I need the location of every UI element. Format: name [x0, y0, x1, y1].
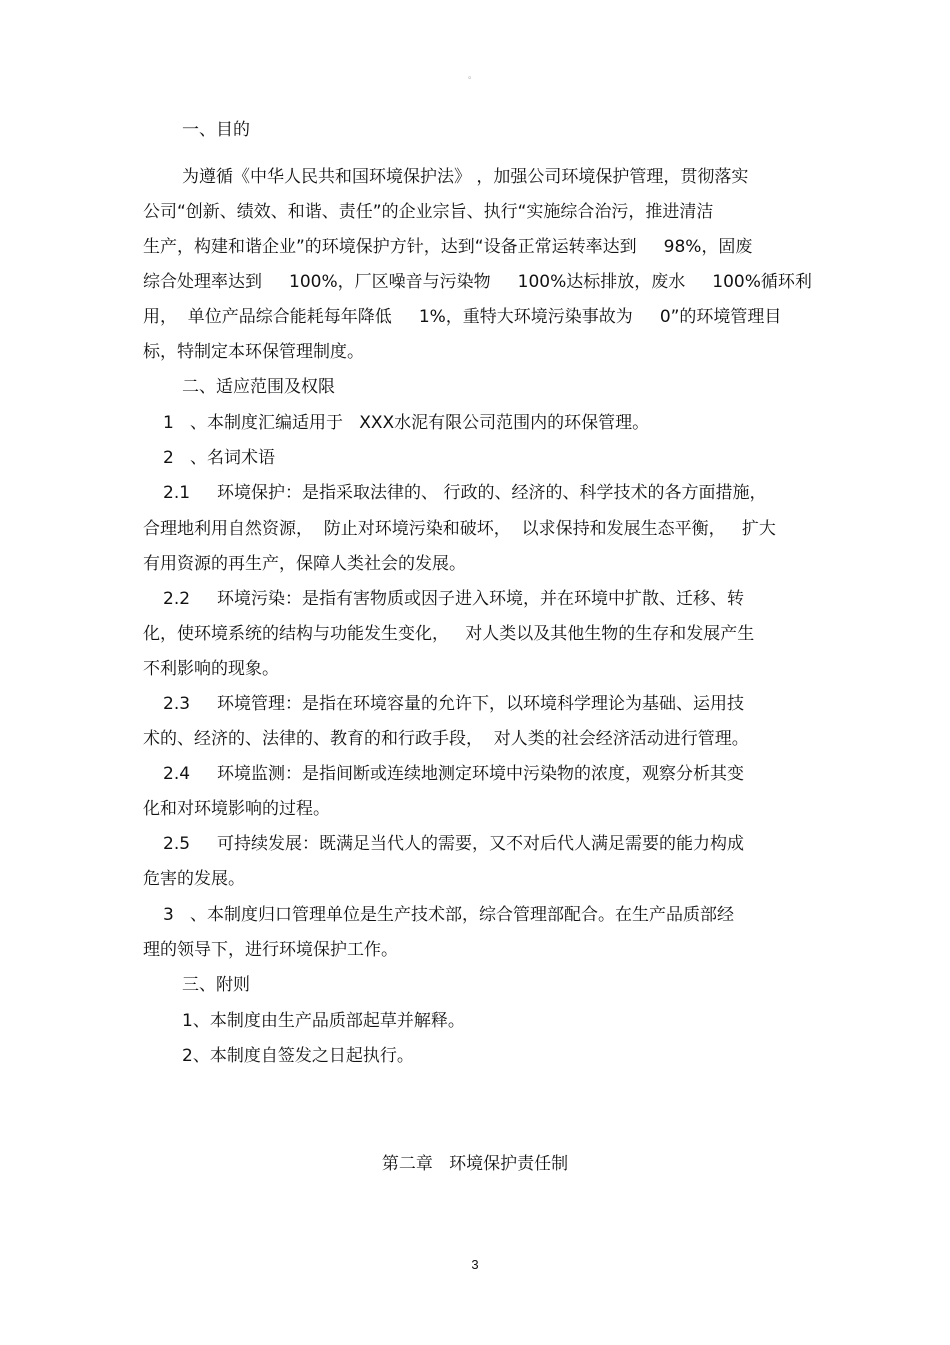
list-item: 理的领导下，进行环境保护工作。 — [143, 940, 398, 960]
definition-line: 合理地利用自然资源， 防止对环境污染和破坏， 以求保持和发展生态平衡， 扩大 — [143, 519, 776, 539]
list-item: 3 、本制度归口管理单位是生产技术部，综合管理部配合。在生产品质部经 — [163, 905, 735, 925]
definition-line: 有用资源的再生产，保障人类社会的发展。 — [143, 554, 466, 574]
definition-line: 2.1 环境保护：是指采取法律的、 行政的、经济的、科学技术的各方面措施， — [163, 483, 767, 503]
top-mark: 。 — [468, 71, 478, 81]
definition-line: 2.2 环境污染：是指有害物质或因子进入环境，并在环境中扩散、迁移、转 — [163, 589, 745, 609]
definition-line: 化，使环境系统的结构与功能发生变化， 对人类以及其他生物的生存和发展产生 — [143, 624, 755, 644]
definition-line: 化和对环境影响的过程。 — [143, 799, 330, 819]
paragraph-line: 公司“创新、绩效、和谐、责任”的企业宗旨、执行“实施综合治污，推进清洁 — [143, 202, 714, 222]
paragraph-line: 生产，构建和谐企业”的环境保护方针，达到“设备正常运转率达到 98%，固废 — [143, 237, 753, 257]
list-item: 1、本制度由生产品质部起草并解释。 — [182, 1011, 465, 1031]
heading-scope: 二、适应范围及权限 — [182, 377, 335, 397]
list-item: 1 、本制度汇编适用于 XXX水泥有限公司范围内的环保管理。 — [163, 413, 650, 433]
paragraph-line: 用， 单位产品综合能耗每年降低 1%，重特大环境污染事故为 0”的环境管理目 — [143, 307, 782, 327]
paragraph-line: 为遵循《中华人民共和国环境保护法》 ，加强公司环境保护管理，贯彻落实 — [182, 167, 749, 187]
definition-line: 2.3 环境管理：是指在环境容量的允许下，以环境科学理论为基础、运用技 — [163, 694, 745, 714]
page-number: 3 — [471, 1257, 479, 1272]
definition-line: 2.5 可持续发展：既满足当代人的需要，又不对后代人满足需要的能力构成 — [163, 834, 745, 854]
definition-line: 危害的发展。 — [143, 869, 245, 889]
paragraph-line: 综合处理率达到 100%，厂区噪音与污染物 100%达标排放，废水 100%循环利 — [143, 272, 812, 292]
list-item: 2、本制度自签发之日起执行。 — [182, 1046, 414, 1066]
heading-appendix: 三、附则 — [182, 975, 250, 995]
list-item: 2 、名词术语 — [163, 448, 276, 468]
definition-line: 术的、经济的、法律的、教育的和行政手段， 对人类的社会经济活动进行管理。 — [143, 729, 749, 749]
chapter-title: 第二章 环境保护责任制 — [381, 1154, 569, 1174]
heading-purpose: 一、目的 — [182, 120, 250, 140]
paragraph-line: 标，特制定本环保管理制度。 — [143, 342, 364, 362]
definition-line: 不利影响的现象。 — [143, 659, 279, 679]
definition-line: 2.4 环境监测：是指间断或连续地测定环境中污染物的浓度，观察分析其变 — [163, 764, 745, 784]
